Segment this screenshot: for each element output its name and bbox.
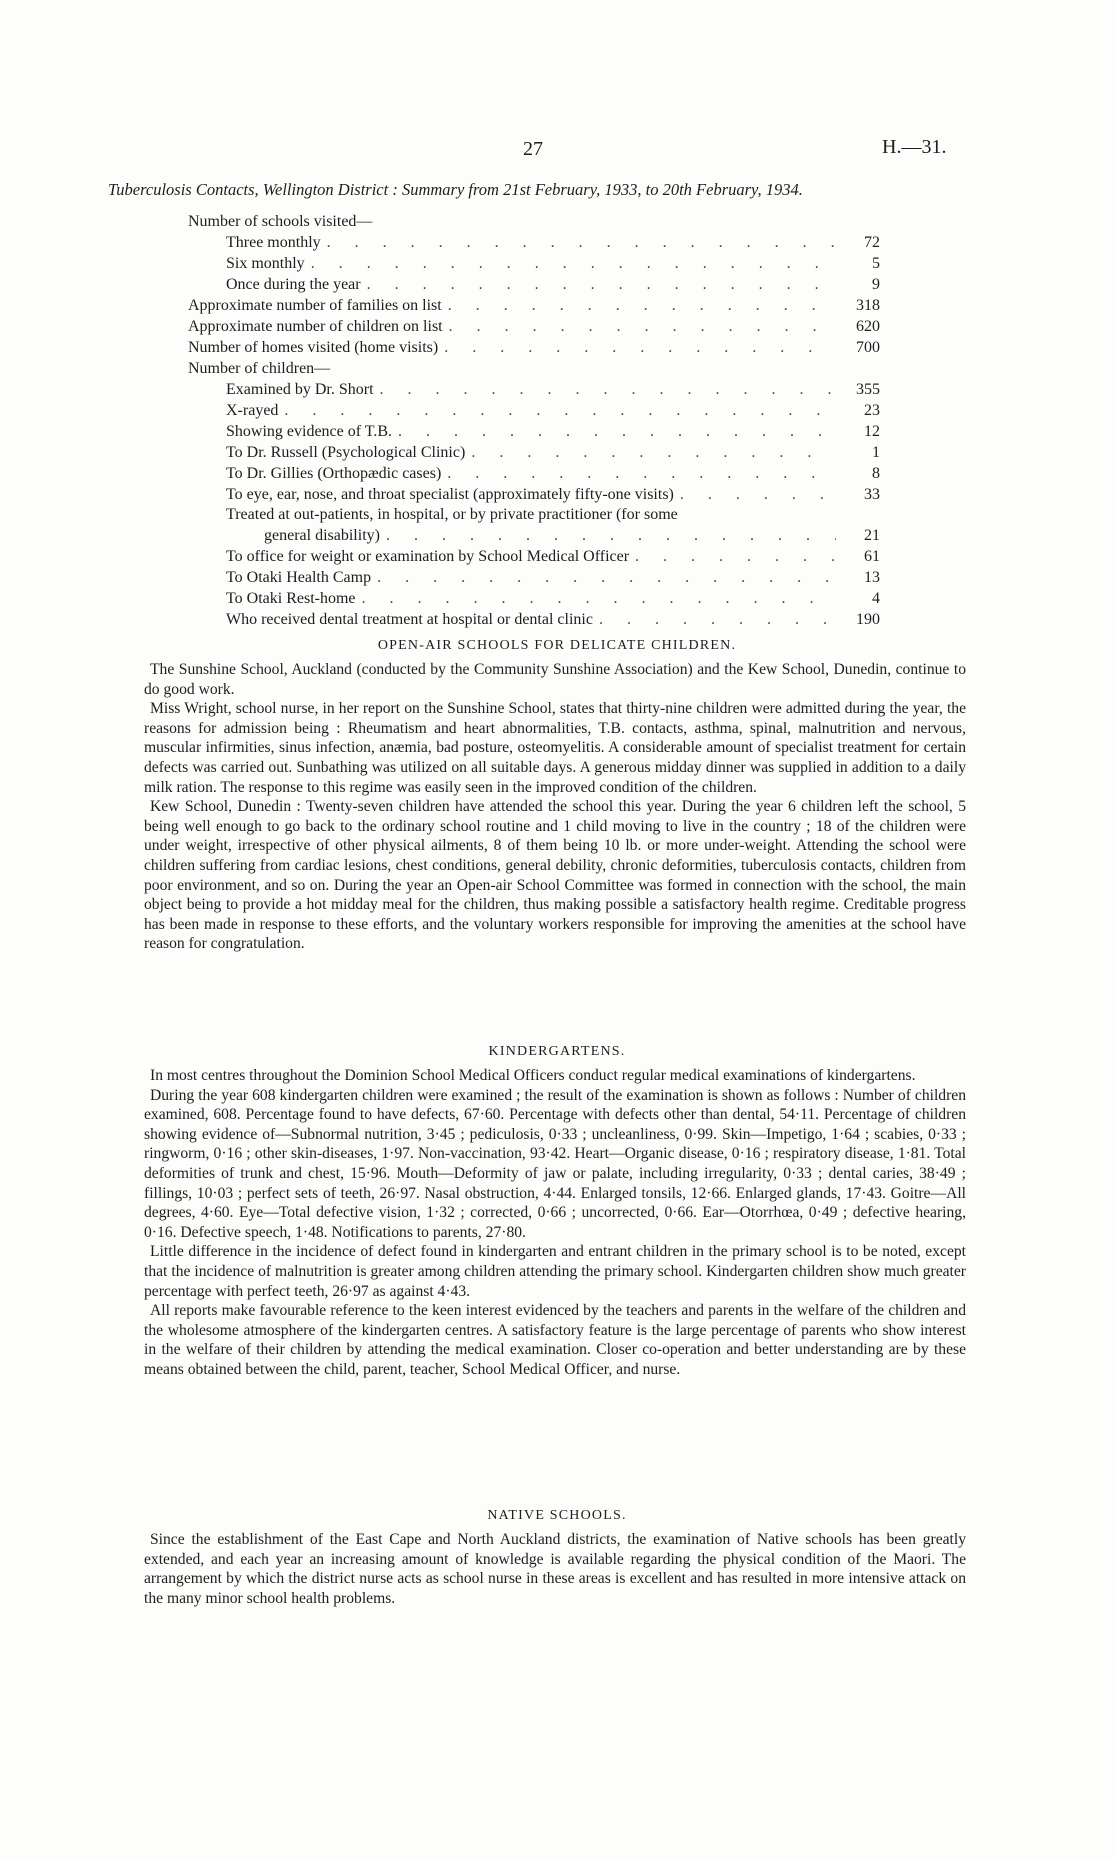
summary-row [188, 253, 880, 274]
summary-row-label-line1: Treated at out-patients, in hospital, or by private practitioner (for some [226, 506, 678, 523]
summary-row-label: To Dr. Gillies (Orthopædic cases) [226, 465, 442, 482]
summary-row [188, 421, 880, 442]
page-number: 27 [523, 138, 543, 160]
leader-dots [371, 567, 836, 588]
section-body-kindergartens [144, 1066, 966, 1380]
leader-dots [442, 295, 836, 316]
leader-dots [443, 316, 836, 337]
summary-row [188, 567, 880, 588]
summary-row-value: 4 [872, 590, 880, 607]
summary-row-value: 700 [856, 339, 880, 356]
leader-dots [441, 463, 836, 484]
leader-dots [380, 525, 836, 546]
section-title-kindergartens: KINDERGARTENS. [488, 1044, 626, 1059]
paragraph: Miss Wright, school nurse, in her report on the Sunshine School, states that thirty-nine children were admitted during the year, the reasons for admission being : Rheumatism and heart abnormalities, T.B. contacts, asthma, spinal, malnutrition and nervous, muscular infirmities, sinus infection, anæmia, bad posture, osteomyelitis. A considerable amount of specialist treatment for certain defects was carried out. Sunbathing was utilized on all suitable days. A generous midday dinner was supplied in addition to a daily milk ration. The response to this regime was easily seen in the improved condition of the children. [144, 700, 966, 796]
paragraph: Little difference in the incidence of defect found in kindergarten and entrant children in the primary school is to be noted, except that the incidence of malnutrition is greater among children attending the primary school. Kindergarten children show much greater percentage with perfect teeth, 26·97 as against 4·43. [144, 1243, 966, 1300]
summary-row-value: 355 [856, 381, 880, 398]
summary-row-value: 5 [872, 255, 880, 272]
leader-dots [374, 379, 836, 400]
summary-row [188, 274, 880, 295]
summary-row-label: Once during the year [226, 276, 361, 293]
summary-row [188, 484, 880, 505]
summary-row [188, 609, 880, 630]
summary-row [188, 400, 880, 421]
summary-row-value: 318 [856, 297, 880, 314]
summary-row-label: Number of schools visited— [188, 213, 373, 230]
summary-row-label: X-rayed [226, 402, 279, 419]
leader-dots [361, 274, 836, 295]
summary-row-value: 33 [864, 486, 880, 503]
summary-row-value: 61 [864, 548, 880, 565]
summary-row [188, 588, 880, 609]
leader-dots [438, 337, 836, 358]
paragraph: Since the establishment of the East Cape and North Auckland districts, the examination of Native schools has been greatly extended, and each year an increasing amount of knowledge is available regarding the physical condition of the Maori. The arrangement by which the district nurse acts as school nurse in these areas is excellent and has resulted in more intensive attack on the many minor school health problems. [144, 1531, 966, 1607]
summary-row-label: Showing evidence of T.B. [226, 423, 393, 440]
summary-row-value: 21 [864, 527, 880, 544]
leader-dots [593, 609, 836, 630]
summary-row-label: Three monthly [226, 234, 321, 251]
summary-row [188, 295, 880, 316]
summary-row [188, 211, 880, 232]
summary-row-label: To Otaki Rest-home [226, 590, 356, 607]
summary-row [188, 379, 880, 400]
paragraph: All reports make favourable reference to the keen interest evidenced by the teachers and parents in the welfare of the children and the wholesome atmosphere of the kindergarten centres. A satisfactory feature is the large percentage of parents who show interest in the welfare of their children by attending the medical examination. Closer co-operation and better understanding are by these means obtained between the child, parent, teacher, School Medical Officer, and nurse. [144, 1302, 966, 1378]
summary-row-value: 12 [864, 423, 880, 440]
summary-row-label: Who received dental treatment at hospital or dental clinic [226, 611, 593, 628]
paragraph: Kew School, Dunedin : Twenty-seven children have attended the school this year. During the year 6 children left the school, 5 being well enough to go back to the ordinary school routine and 1 child moving to live in the country ; 18 of the children were under weight, irrespective of other physical ailments, 8 of them being 10 lb. or more under-weight. Attending the school were children suffering from cardiac lesions, chest conditions, general debility, chronic deformities, tuberculosis contacts, children from poor environment, and so on. During the year an Open-air School Committee was formed in connection with the school, the main object being to provide a hot midday meal for the children, thus making possible a satisfactory health regime. Creditable progress has been made in response to these efforts, and the voluntary workers responsible for improving the amenities at the school have reason for congratulation. [144, 798, 966, 953]
paragraph: In most centres throughout the Dominion School Medical Officers conduct regular medical examinations of kindergartens. [150, 1067, 916, 1084]
summary-row [188, 358, 880, 379]
summary-row [188, 337, 880, 358]
summary-row-label: To office for weight or examination by School Medical Officer [226, 548, 630, 565]
section-body-native-schools [144, 1530, 966, 1608]
summary-row-label: To Otaki Health Camp [226, 569, 372, 586]
leader-dots [321, 232, 836, 253]
summary-row-label-line2: general disability) [264, 527, 380, 544]
section-title-open-air-schools: OPEN-AIR SCHOOLS FOR DELICATE CHILDREN. [377, 638, 737, 653]
summary-row-label: Examined by Dr. Short [226, 381, 374, 398]
summary-row-value: 23 [864, 402, 880, 419]
summary-row-label: To eye, ear, nose, and throat specialist (approximately fifty-one visits) [226, 486, 674, 503]
summary-row-label: Number of homes visited (home visits) [188, 339, 439, 356]
summary-row-label: Number of children— [188, 360, 331, 377]
summary-row-value: 13 [864, 569, 880, 586]
summary-row-value: 72 [864, 234, 880, 251]
summary-row-value: 1 [872, 444, 880, 461]
summary-row [188, 316, 880, 337]
summary-row [188, 442, 880, 463]
summary-row-label: To Dr. Russell (Psychological Clinic) [226, 444, 466, 461]
section-title-native-schools: NATIVE SCHOOLS. [487, 1508, 627, 1523]
document-reference: H.—31. [882, 136, 947, 158]
section-body-open-air-schools [144, 660, 966, 954]
leader-dots [674, 484, 836, 505]
leader-dots [629, 546, 836, 567]
summary-row [188, 463, 880, 484]
leader-dots [465, 442, 836, 463]
summary-row [188, 546, 880, 567]
summary-row-label: Six monthly [226, 255, 305, 272]
paragraph: During the year 608 kindergarten children were examined ; the result of the examination is shown as follows : Number of children examined, 608. Percentage found to have defects, 67·60. Percentage with defects other than dental, 54·11. Percentage of children showing evidence of—Subnormal nutrition, 3·45 ; pediculosis, 0·33 ; uncleanliness, 0·99. Skin—Impetigo, 1·64 ; scabies, 0·33 ; ringworm, 0·16 ; other skin-diseases, 1·97. Non-vaccination, 93·42. Heart—Organic disease, 0·16 ; respiratory disease, 1·81. Total deformities of trunk and chest, 15·96. Mouth—Deformity of jaw or palate, including irregularity, 0·33 ; dental caries, 38·49 ; fillings, 10·03 ; perfect sets of teeth, 26·97. Nasal obstruction, 4·44. Enlarged tonsils, 12·66. Enlarged glands, 17·43. Goitre—All degrees, 4·60. Eye—Total defective vision, 1·32 ; corrected, 0·66 ; uncorrected, 0·66. Ear—Otorrhœa, 0·49 ; defective hearing, 0·16. Defective speech, 1·48. Notifications to parents, 27·80. [144, 1086, 966, 1241]
summary-row-value: 9 [872, 276, 880, 293]
leader-dots [305, 253, 836, 274]
summary-row-value: 620 [856, 318, 880, 335]
summary-row-wrapped [188, 505, 880, 546]
paragraph: The Sunshine School, Auckland (conducted by the Community Sunshine Association) and the Kew School, Dunedin, continue to do good work. [144, 661, 966, 698]
summary-row-label: Approximate number of families on list [188, 297, 442, 314]
summary-row [188, 232, 880, 253]
summary-table [188, 211, 880, 630]
summary-row-value: 190 [856, 611, 880, 628]
leader-dots [392, 421, 836, 442]
leader-dots [356, 588, 836, 609]
summary-heading: Tuberculosis Contacts, Wellington District : Summary from 21st February, 1933, to 20th February, 1934. [108, 180, 803, 199]
summary-row-label: Approximate number of children on list [188, 318, 443, 335]
leader-dots [278, 400, 836, 421]
summary-row-value: 8 [872, 465, 880, 482]
